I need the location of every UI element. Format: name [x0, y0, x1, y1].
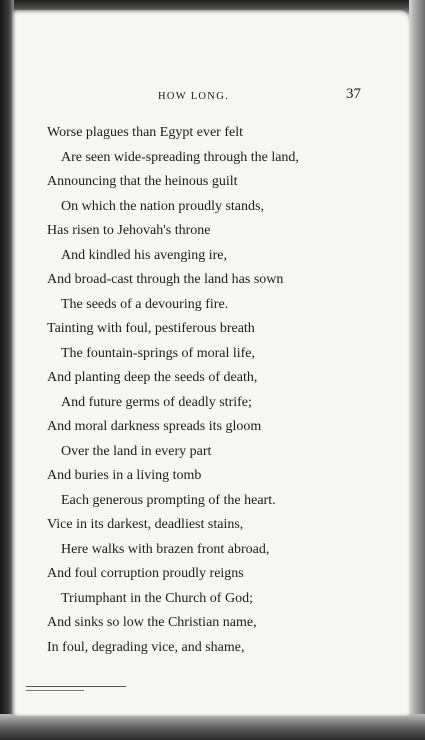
page-title: HOW LONG. — [158, 91, 229, 102]
poem-line: Tainting with foul, pestiferous breath — [47, 321, 255, 336]
page-number: 37 — [346, 86, 361, 102]
poem-line: And buries in a living tomb — [47, 468, 202, 483]
poem-line: The fountain-springs of moral life, — [61, 345, 256, 361]
poem-line: Announcing that the heinous guilt — [47, 174, 238, 189]
poem-line: Over the land in every part — [61, 443, 212, 459]
poem-line: And kindled his avenging ire, — [61, 247, 228, 263]
poem-line: Has risen to Jehovah's throne — [47, 223, 211, 238]
poem-line: The seeds of a devouring fire. — [61, 296, 229, 312]
scan-edge-right — [409, 0, 425, 740]
book-page — [12, 10, 410, 716]
poem-line: And sinks so low the Christian name, — [47, 615, 257, 630]
running-head — [12, 86, 410, 105]
poem-line: In foul, degrading vice, and shame, — [47, 639, 245, 655]
bottom-rule — [26, 686, 126, 687]
poem-line: Are seen wide-spreading through the land, — [61, 149, 299, 165]
scan-edge-bottom — [0, 714, 425, 740]
bottom-rule-short — [26, 690, 84, 691]
poem-line: Worse plagues than Egypt ever felt — [47, 125, 243, 140]
poem-body — [47, 121, 397, 660]
poem-line: Triumphant in the Church of God; — [61, 590, 253, 606]
poem-line: And foul corruption proudly reigns — [47, 566, 244, 581]
poem-line: Vice in its darkest, deadliest stains, — [47, 517, 244, 532]
poem-line: And moral darkness spreads its gloom — [47, 419, 262, 434]
poem-line: And broad-cast through the land has sown — [47, 272, 284, 287]
poem-line: And future germs of deadly strife; — [61, 394, 252, 410]
poem-line: Each generous prompting of the heart. — [61, 492, 276, 508]
poem-line: Here walks with brazen front abroad, — [61, 541, 270, 557]
poem-line: On which the nation proudly stands, — [61, 198, 264, 214]
poem-line: And planting deep the seeds of death, — [47, 370, 258, 385]
